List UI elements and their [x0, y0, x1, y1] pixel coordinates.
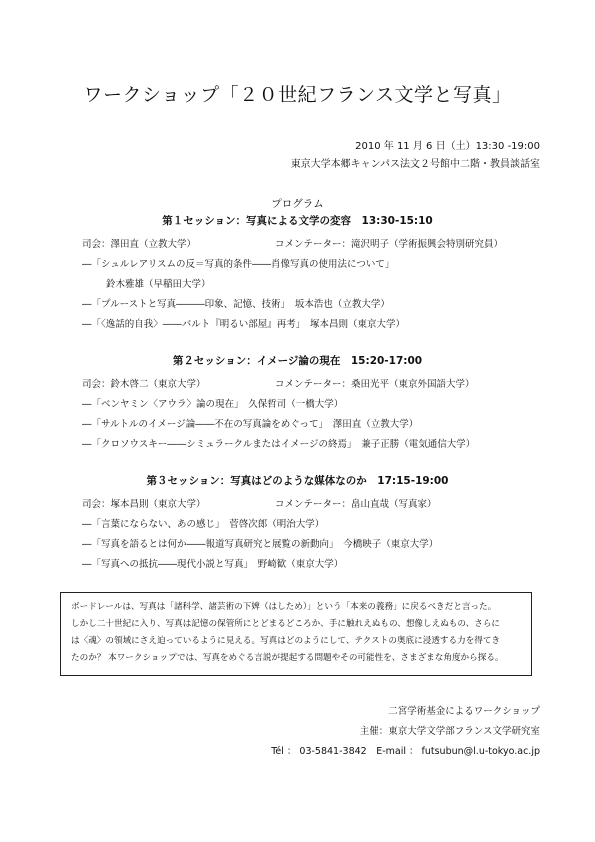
- session-2-talk: ―「クロソウスキー――シミュラークルまたはイメージの終焉」 兼子正勝（電気通信大学）: [82, 439, 476, 450]
- session-3-talk: ―「写真を語るとは何か――報道写真研究と展覧の新動向」 今橋映子（東京大学）: [82, 539, 439, 550]
- session-1-talk: ―「〈逸話的自我〉――バルト『明るい部屋』再考」 塚本昌則（東京大学）: [82, 319, 406, 330]
- session-3-commentator: コメンテーター：畠山直哉（写真家）: [275, 499, 437, 510]
- session-1-heading: 第１セッション：写真による文学の変容 13:30-15:10: [162, 215, 433, 227]
- session-3-talk: ―「言葉にならない、あの感じ」 菅啓次郎（明治大学）: [82, 519, 325, 530]
- session-2-talk: ―「ベンヤミン〈アウラ〉論の現在」 久保哲司（一橋大学）: [82, 399, 344, 410]
- description-box: [60, 592, 532, 676]
- session-2-chair: 司会：鈴木啓二（東京大学）: [82, 379, 206, 390]
- session-2-talk: ―「サルトルのイメージ論――不在の写真論をめぐって」 澤田直（立教大学）: [82, 419, 419, 430]
- session-2-heading: 第２セッション：イメージ論の現在 15:20-17:00: [172, 355, 423, 367]
- organizer-line: 主催：東京大学文学部フランス文学研究室: [359, 726, 540, 737]
- session-2-commentator: コメンテーター：桑田光平（東京外国語大学）: [275, 379, 475, 390]
- session-1-commentator: コメンテーター：滝沢明子（学術振興会特別研究員）: [275, 239, 504, 250]
- session-1-talk: ―「プルーストと写真―――印象、記憶、技術」 坂本浩也（立教大学）: [82, 299, 390, 310]
- page-title: ワークショップ「２０世紀フランス文学と写真」: [83, 84, 512, 106]
- session-1-talk: ―「シュルレアリスムの反＝写真的条件――肖像写真の使用法について」: [82, 259, 395, 270]
- description-line: しかし二十世紀に入り、写真は記憶の保管所にとどまるどころか、手に触れえぬもの、想像しえぬもの、さらに: [71, 619, 501, 629]
- contact-line: Tél ： 03-5841-3842 E-mail ： futsubun@l.u-tokyo.ac.jp: [271, 746, 540, 757]
- session-1-talk: 鈴木雅雄（早稲田大学）: [106, 279, 211, 290]
- session-1-chair: 司会：澤田直（立教大学）: [82, 239, 197, 250]
- description-line: ボードレールは、写真は「諸科学、諸芸術の下婢（はしため）」という「本来の義務」に戻るべきだと言った。: [71, 602, 497, 612]
- description-line: は〈魂〉の領域にさえ迫っているように見える。写真はどのようにして、テクストの奥底に浸透する力を得てき: [71, 636, 501, 646]
- sponsor-line: 二宮学術基金によるワークショップ: [388, 706, 540, 717]
- session-3-chair: 司会：塚本昌則（東京大学）: [82, 499, 206, 510]
- session-3-talk: ―「写真への抵抗――現代小説と写真」 野崎歓（東京大学）: [82, 559, 344, 570]
- program-heading: プログラム: [271, 198, 324, 210]
- event-date: 2010 年 11 月 6 日（土）13:30 -19:00: [355, 141, 540, 152]
- description-line: たのか？ 本ワークショップでは、写真をめぐる言説が提起する問題やその可能性を、さまざまな角度から探る。: [71, 653, 504, 663]
- session-3-heading: 第３セッション：写真はどのような媒体なのか 17:15-19:00: [146, 475, 449, 487]
- event-venue: 東京大学本郷キャンパス法文２号館中二階・教員談話室: [290, 159, 540, 170]
